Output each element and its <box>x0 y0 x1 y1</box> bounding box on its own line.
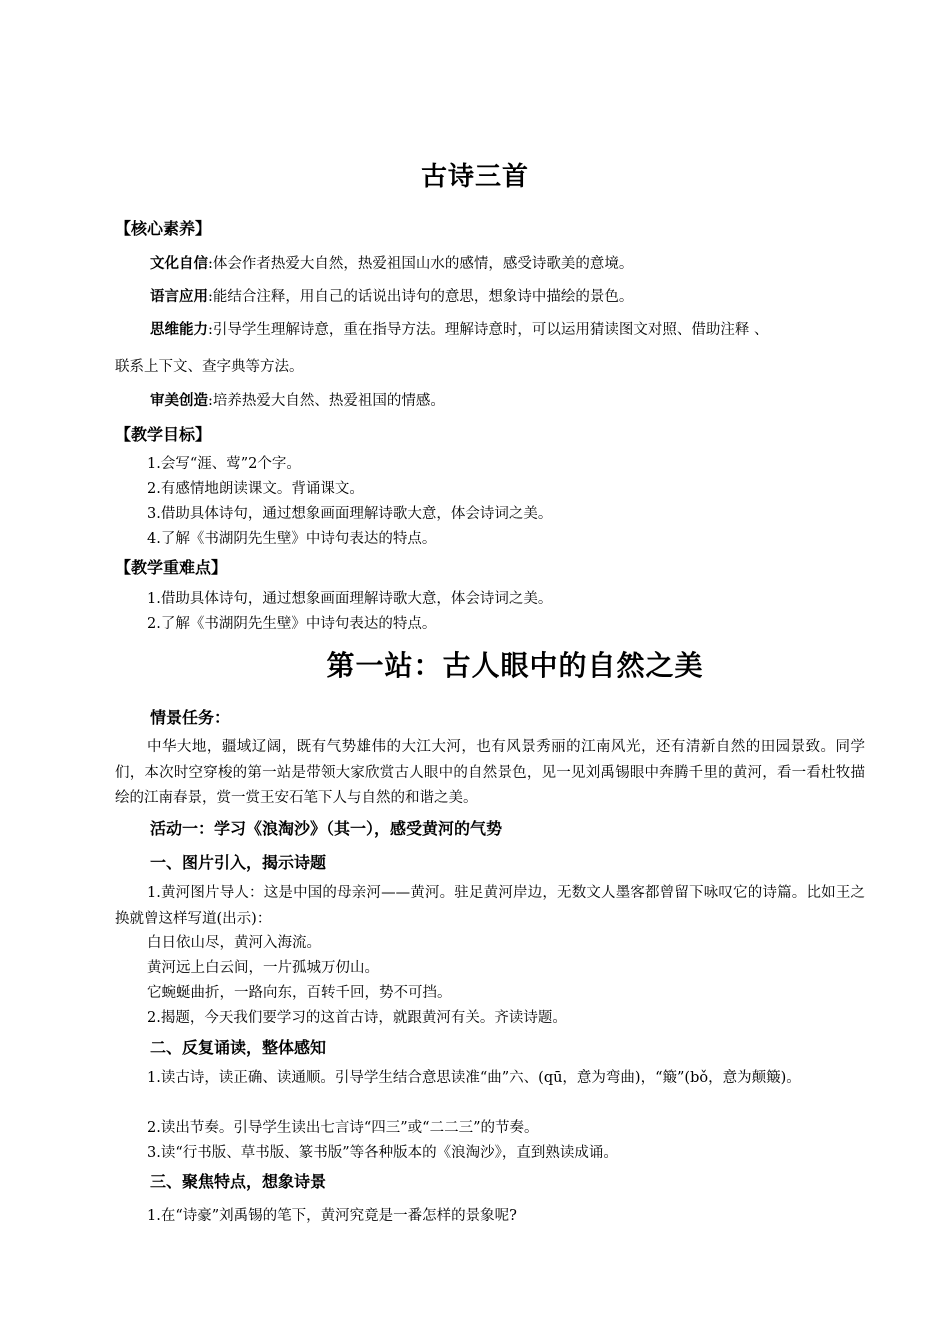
poem-line: 黄河远上白云间，一片孤城万仞山。 <box>147 960 379 976</box>
part2-item1: 1.读古诗，读正确、读通顺。引导学生结合意思读准“曲”六、(qū，意为弯曲)，“簸”(bǒ，意为颠簸)。 <box>147 1070 801 1086</box>
scenario-heading: 情景任务： <box>150 708 231 727</box>
scenario-paragraph: 中华大地，疆域辽阔，既有气势雄伟的大江大河，也有风景秀丽的江南风光，还有清新自然的田园景致。同学们，本次时空穿梭的第一站是带领大家欣赏古人眼中的自然景色，见一见刘禹锡眼中奔腾千里的黄河，看一看杜牧描绘的江南春景，赏一赏王安石笔下人与自然的和谐之美。 <box>115 739 865 806</box>
part2-item3: 3.读“行书版、草书版、篆书版”等各种版本的《浪淘沙》，直到熟读成诵。 <box>147 1145 618 1161</box>
station-title: 第一站：古人眼中的自然之美 <box>326 649 704 682</box>
poem-line: 它蜿蜒曲折，一路向东，百转千回，势不可挡。 <box>147 985 452 1001</box>
goal-item: 3.借助具体诗句，通过想象画面理解诗歌大意，体会诗词之美。 <box>147 506 553 522</box>
document-title: 古诗三首 <box>420 162 529 192</box>
item-label: 思维能力 <box>150 322 208 338</box>
item-text: :引导学生理解诗意，重在指导方法。理解诗意时，可以运用猜读图文对照、借助注释 、 <box>208 322 769 338</box>
part3-item1: 1.在“诗豪”刘禹锡的笔下，黄河究竟是一番怎样的景象呢? <box>147 1208 517 1224</box>
goal-item: 2.有感情地朗读课文。背诵课文。 <box>147 481 364 497</box>
core-literacy-item <box>150 319 769 341</box>
item-text: :体会作者热爱大自然，热爱祖国山水的感情，感受诗歌美的意境。 <box>208 256 634 272</box>
core-literacy-item <box>150 390 445 412</box>
core-literacy-item <box>150 286 633 308</box>
key-points-heading: 【教学重难点】 <box>115 558 228 577</box>
item-text: :能结合注释，用自己的话说出诗句的意思，想象诗中描绘的景色。 <box>208 289 634 305</box>
poem-line: 白日依山尽，黄河入海流。 <box>147 935 321 951</box>
part2-item2: 2.读出节奏。引导学生读出七言诗“四三”或“二二三”的节奏。 <box>147 1120 539 1136</box>
goal-item: 1.会写“涯、莺”2个字。 <box>147 456 301 472</box>
core-literacy-heading: 【核心素养】 <box>115 219 212 238</box>
item-text: :培养热爱大自然、热爱祖国的情感。 <box>208 393 445 409</box>
part1-item1: 1.黄河图片导人：这是中国的母亲河——黄河。驻足黄河岸边，无数文人墨客都曾留下咏叹它的诗篇。比如王之换就曾这样写道(出示)： <box>115 885 865 927</box>
goal-item: 4.了解《书湖阴先生壁》中诗句表达的特点。 <box>147 531 437 547</box>
part2-heading: 二、反复诵读，整体感知 <box>150 1038 327 1057</box>
item-label: 语言应用 <box>150 289 208 305</box>
core-literacy-continuation: 联系上下文、查字典等方法。 <box>115 359 304 375</box>
activity-heading: 活动一：学习《浪淘沙》（其一），感受黄河的气势 <box>150 819 503 838</box>
key-point-item: 2.了解《书湖阴先生壁》中诗句表达的特点。 <box>147 616 437 632</box>
key-point-item: 1.借助具体诗句，通过想象画面理解诗歌大意，体会诗词之美。 <box>147 591 553 607</box>
part1-heading: 一、图片引入，揭示诗题 <box>150 853 327 872</box>
item-label: 文化自信 <box>150 256 208 272</box>
part3-heading: 三、聚焦特点，想象诗景 <box>150 1172 327 1191</box>
part1-item2: 2.揭题，今天我们要学习的这首古诗，就跟黄河有关。齐读诗题。 <box>147 1010 567 1026</box>
item-label: 审美创造 <box>150 393 208 409</box>
teaching-goals-heading: 【教学目标】 <box>115 425 212 444</box>
core-literacy-item <box>150 253 633 275</box>
